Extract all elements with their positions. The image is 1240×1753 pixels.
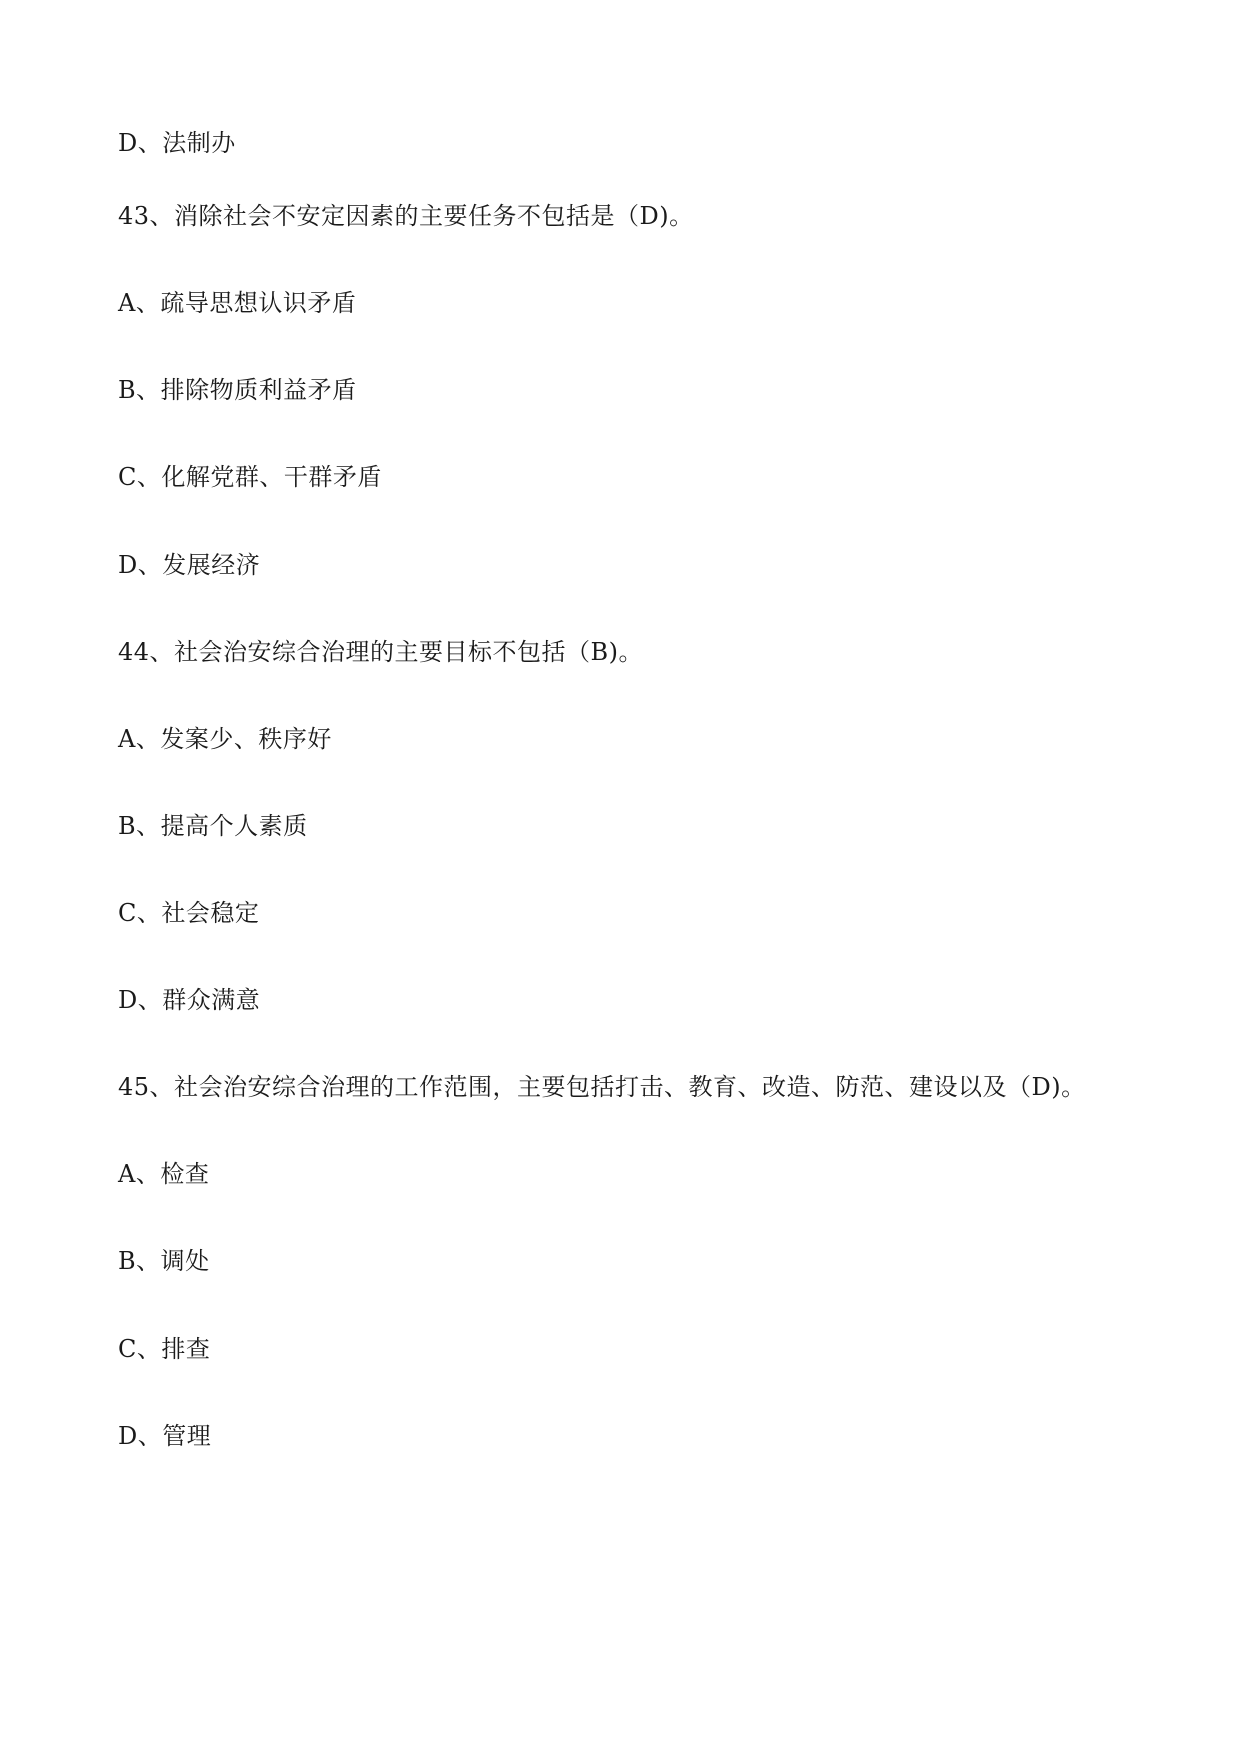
option-44-b: B、提高个人素质 <box>118 812 308 840</box>
option-44-c: C、社会稳定 <box>118 899 260 927</box>
option-44-d: D、群众满意 <box>118 986 261 1014</box>
option-42-d: D、法制办 <box>118 129 236 157</box>
option-44-a: A、发案少、秩序好 <box>118 725 332 753</box>
option-43-c: C、化解党群、干群矛盾 <box>118 463 382 491</box>
question-43: 43、消除社会不安定因素的主要任务不包括是（D)。 <box>118 202 694 230</box>
option-45-b: B、调处 <box>118 1247 210 1275</box>
question-44: 44、社会治安综合治理的主要目标不包括（B)。 <box>118 638 644 666</box>
option-45-a: A、检查 <box>118 1160 210 1188</box>
option-45-d: D、管理 <box>118 1422 212 1450</box>
option-45-c: C、排查 <box>118 1335 211 1363</box>
option-43-a: A、疏导思想认识矛盾 <box>118 289 357 317</box>
option-43-b: B、排除物质利益矛盾 <box>118 376 357 404</box>
option-43-d: D、发展经济 <box>118 551 261 579</box>
question-45: 45、社会治安综合治理的工作范围，主要包括打击、教育、改造、防范、建设以及（D)。 <box>118 1073 1086 1101</box>
